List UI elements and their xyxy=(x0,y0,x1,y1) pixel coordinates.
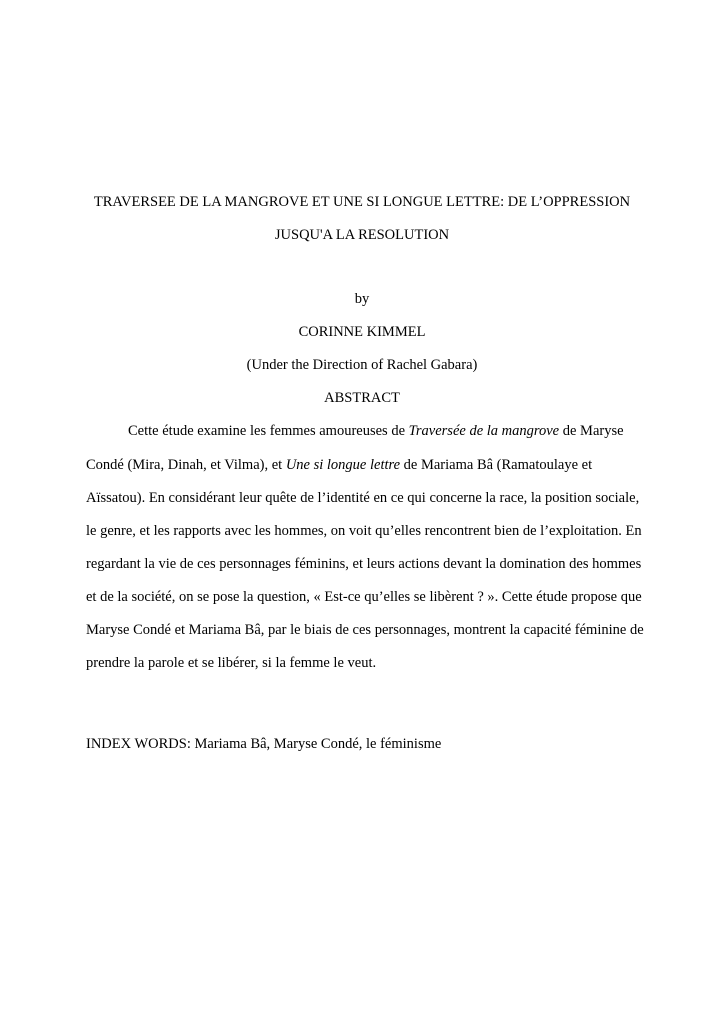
by-label: by xyxy=(354,291,370,307)
abstract-line-6: et de la société, on se pose la question, « Est-ce qu’elles se libèrent ? ». Cette étude propose que xyxy=(86,589,642,605)
abstract-line-4: le genre, et les rapports avec les hommes, on voit qu’elles rencontrent bien de l’exploitation. En xyxy=(86,523,642,539)
abstract-line-3: Aïssatou). En considérant leur quête de l’identité en ce qui concerne la race, la position sociale, xyxy=(86,490,640,506)
index-words: INDEX WORDS: Mariama Bâ, Maryse Condé, le féminisme xyxy=(86,736,442,752)
abstract-line-1-after: de Maryse xyxy=(559,423,624,439)
abstract-line-8: prendre la parole et se libérer, si la femme le veut. xyxy=(86,655,377,671)
title-line-2: JUSQU'A LA RESOLUTION xyxy=(274,227,450,243)
abstract-heading: ABSTRACT xyxy=(324,390,400,406)
abstract-line-5: regardant la vie de ces personnages féminins, et leurs actions devant la domination des hommes xyxy=(86,556,642,572)
direction-note: (Under the Direction of Rachel Gabara) xyxy=(246,357,478,373)
title-line-1: TRAVERSEE DE LA MANGROVE ET UNE SI LONGUE LETTRE: DE L’OPPRESSION xyxy=(93,194,631,210)
author-name: CORINNE KIMMEL xyxy=(298,324,426,340)
abstract-line-1-italic: Traversée de la mangrove xyxy=(408,423,560,439)
abstract-line-7: Maryse Condé et Mariama Bâ, par le biais de ces personnages, montrent la capacité féminine de xyxy=(86,622,644,638)
abstract-line-2 xyxy=(86,456,592,474)
abstract-line-1-before: Cette étude examine les femmes amoureuses de xyxy=(128,423,409,439)
abstract-line-2-before: Condé (Mira, Dinah, et Vilma), et xyxy=(86,457,286,473)
abstract-line-2-italic: Une si longue lettre xyxy=(285,457,401,473)
abstract-line-2-after: de Mariama Bâ (Ramatoulaye et xyxy=(400,457,593,473)
abstract-line-1 xyxy=(128,422,624,440)
